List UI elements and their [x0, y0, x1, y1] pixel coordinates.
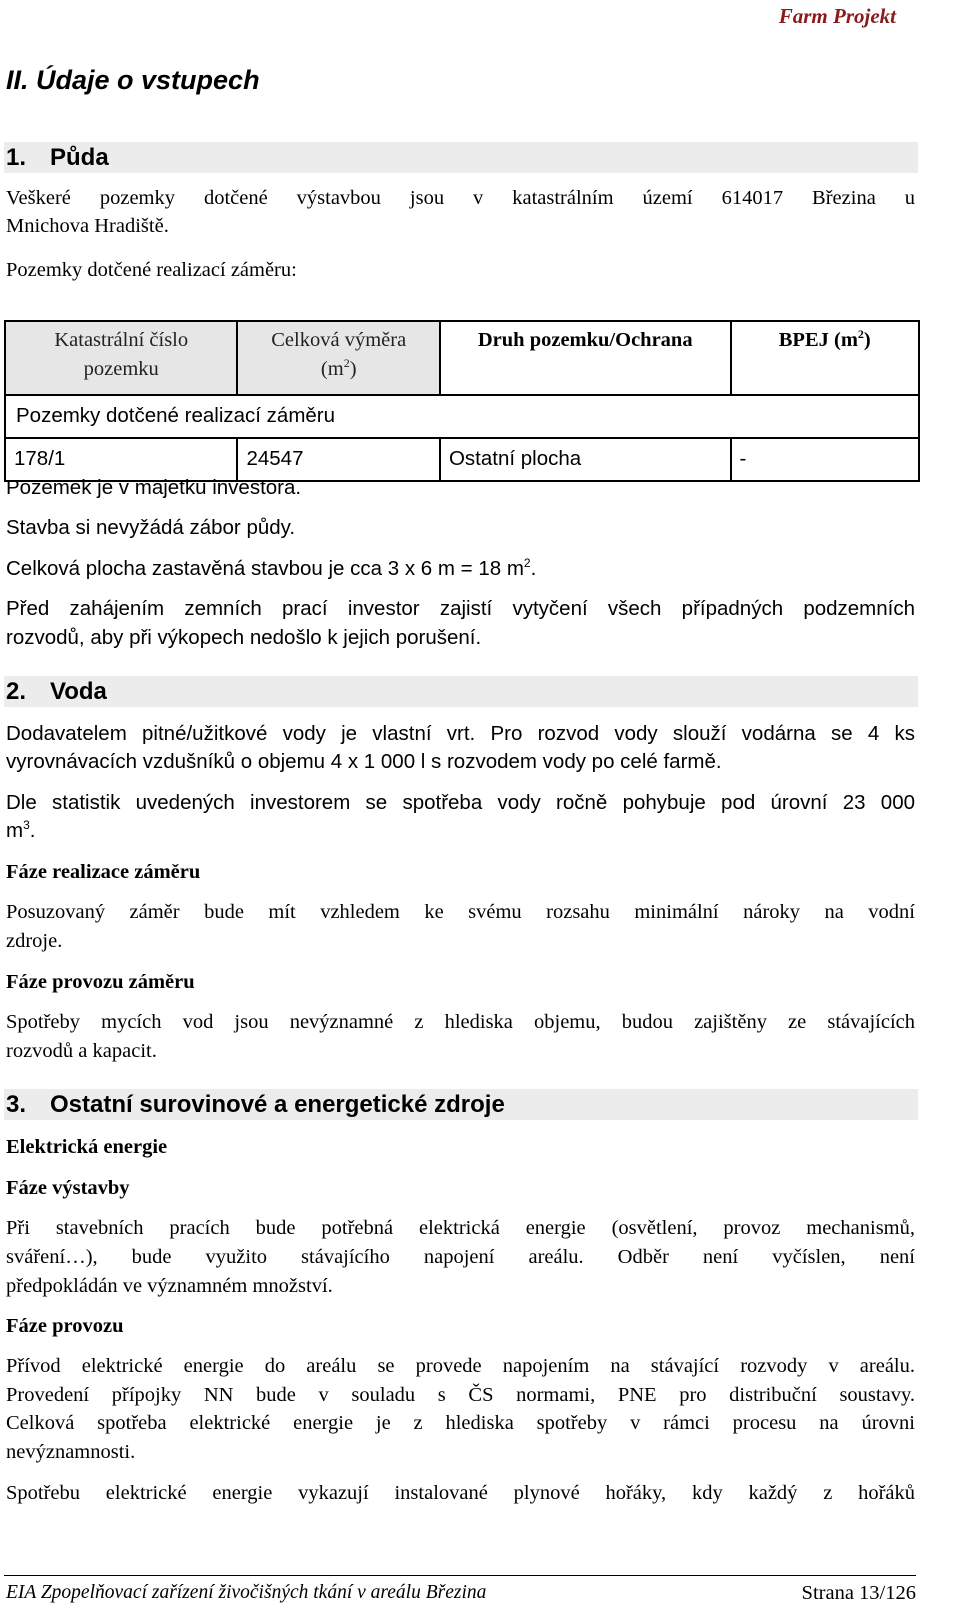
- resources-p2-line2: Provedení přípojky NN bude v souladu s ČS normami, PNE pro distribuční soustavy.: [6, 1384, 915, 1406]
- section-number: 1.: [6, 144, 27, 171]
- water-heading-operation: Fáze provozu záměru: [6, 971, 195, 993]
- page-footer: [4, 1575, 916, 1604]
- soil-paragraph-line2: rozvodů, aby při výkopech nedošlo k jejich porušení.: [6, 626, 482, 649]
- footer-page-number: Strana 13/126: [801, 1582, 916, 1604]
- section-heading-water: [4, 676, 918, 707]
- cell-bpej: -: [731, 438, 920, 481]
- soil-note-land-take: Stavba si nevyžádá zábor půdy.: [6, 516, 296, 539]
- table-header-row: [5, 321, 919, 395]
- section-number: 3.: [6, 1091, 27, 1118]
- section-heading-soil: [4, 142, 918, 173]
- resources-heading-operation: Fáze provozu: [6, 1315, 124, 1337]
- col-header-parcel: Katastrální číslo pozemku: [5, 321, 237, 395]
- resources-p3-line1: Spotřebu elektrické energie vykazují instalované plynové hořáky, kdy každý z hořáků: [6, 1482, 915, 1504]
- soil-intro-line2: Mnichova Hradiště.: [6, 215, 169, 237]
- cell-parcel: 178/1: [5, 438, 237, 481]
- footer-document-title: EIA Zpopelňovací zařízení živočišných tkání v areálu Březina: [6, 1582, 487, 1603]
- section-heading-resources: [4, 1089, 918, 1120]
- water-p3-line2: zdroje.: [6, 930, 63, 952]
- water-p2-line2: $m^3$.: [6, 818, 36, 842]
- resources-heading-construction: Fáze výstavby: [6, 1177, 130, 1199]
- col-header-kind: Druh pozemku/Ochrana: [440, 321, 731, 395]
- resources-p2-line4: nevýznamnosti.: [6, 1441, 136, 1463]
- water-p4-line2: rozvodů a kapacit.: [6, 1040, 157, 1062]
- water-p4-line1: Spotřeby mycích vod jsou nevýznamné z hlediska objemu, budou zajištěny ze stávajících: [6, 1011, 915, 1033]
- cell-area: 24547: [237, 438, 440, 481]
- table-group-row: [5, 395, 919, 438]
- section-title: Voda: [50, 678, 107, 705]
- col-header-area: Celková výměra $(m^2)$: [237, 321, 440, 395]
- resources-heading-electricity: Elektrická energie: [6, 1136, 168, 1158]
- water-p1-line2: vyrovnávacích vzdušníků o objemu 4 x 1 000 l s rozvodem vody po celé farmě.: [6, 750, 722, 773]
- cell-kind: Ostatní plocha: [440, 438, 731, 481]
- soil-note-built-area: Celková plocha zastavěná stavbou je cca 3 x 6 m = 18 $m^2$.: [6, 556, 537, 580]
- section-title: Půda: [50, 144, 109, 171]
- resources-p2-line1: Přívod elektrické energie do areálu se provede napojením na stávající rozvody v areálu.: [6, 1355, 915, 1377]
- resources-p2-line3: Celková spotřeba elektrické energie je z hlediska spotřeby v rámci procesu na úrovni: [6, 1412, 915, 1434]
- col-header-bpej: BPEJ $(m^2)$: [731, 321, 920, 395]
- chapter-title: II. Údaje o vstupech: [6, 65, 260, 95]
- water-p1-line1: Dodavatelem pitné/užitkové vody je vlastní vrt. Pro rozvod vody slouží vodárna se 4 ks: [6, 722, 915, 745]
- soil-paragraph-line1: Před zahájením zemních prací investor zajistí vytyčení všech případných podzemních: [6, 597, 915, 620]
- header-title: Farm Projekt: [778, 4, 896, 28]
- water-heading-realization: Fáze realizace záměru: [6, 861, 201, 883]
- parcels-table: [4, 320, 920, 482]
- water-p3-line1: Posuzovaný záměr bude mít vzhledem ke svému rozsahu minimální nároky na vodní: [6, 901, 915, 923]
- soil-note-ownership: Pozemek je v majetku investora.: [6, 476, 302, 499]
- table-group-label: Pozemky dotčené realizací záměru: [5, 395, 919, 438]
- table-caption: Pozemky dotčené realizací záměru:: [6, 259, 297, 281]
- resources-p1-line3: předpokládán ve významném množství.: [6, 1275, 333, 1297]
- resources-p1-line2: sváření…), bude využito stávajícího napojení areálu. Odběr není vyčíslen, není: [6, 1246, 915, 1268]
- section-title: Ostatní surovinové a energetické zdroje: [50, 1091, 505, 1118]
- soil-intro-line1: Veškeré pozemky dotčené výstavbou jsou v katastrálním území 614017 Březina u: [6, 187, 915, 209]
- resources-p1-line1: Při stavebních pracích bude potřebná elektrická energie (osvětlení, provoz mechanismů,: [6, 1217, 915, 1239]
- water-p2-line1: Dle statistik uvedených investorem se spotřeba vody ročně pohybuje pod úrovní 23 000: [6, 791, 915, 814]
- section-number: 2.: [6, 678, 27, 705]
